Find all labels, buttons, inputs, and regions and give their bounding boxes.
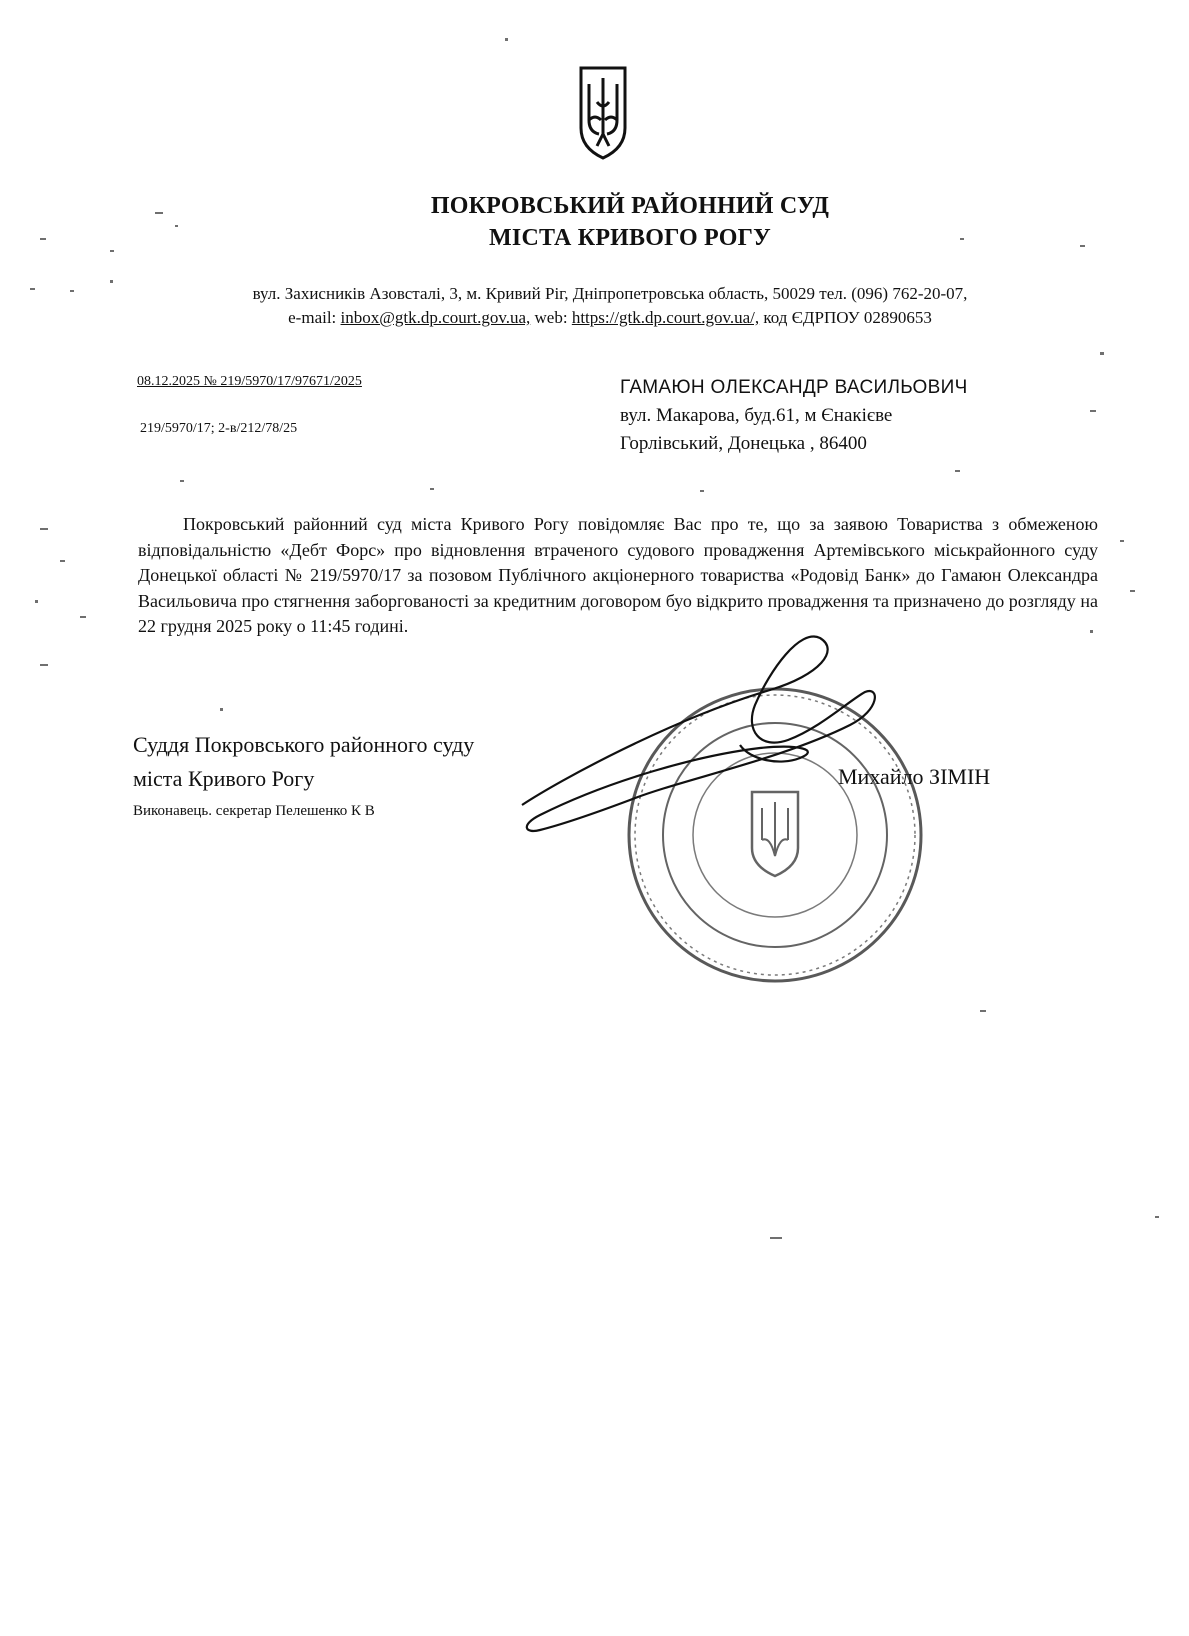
judge-title-line-1: Суддя Покровського районного суду [133,732,475,757]
case-number: 219/5970/17; 2-в/212/78/25 [140,421,298,436]
judge-name: Михайло ЗІМІН [838,764,991,789]
recipient-address-line-2: Горлівський, Донецька , 86400 [620,433,867,454]
court-name-line-1: ПОКРОВСЬКИЙ РАЙОННИЙ СУД [430,193,830,219]
email-link[interactable]: inbox@gtk.dp.court.gov.ua, [340,308,531,327]
edrpou-code: код ЄДРПОУ 02890653 [763,308,932,327]
executor-line: Виконавець. секретар Пелешенко К В [133,803,375,819]
recipient-address-line-1: вул. Макарова, буд.61, м Єнакієве [620,405,893,426]
outgoing-reference: 08.12.2025 № 219/5970/17/97671/2025 [137,374,362,389]
court-address: вул. Захисників Азовсталі, 3, м. Кривий Ріг, Дніпропетровська область, 50029 тел. (096) 762-20-07, [252,284,968,303]
court-name-line-2: МІСТА КРИВОГО РОГУ [489,225,771,251]
notice-paragraph: Покровський районний суд міста Кривого Рогу повідомляє Вас про те, що за заявою Товариства з обмеженою відповідальністю «Дебт Форс» про відновлення втраченого судового провадження Артемівського міськрайонного суду Донецької області № 219/5970/17 за позовом Публічного акціонерного товариства «Родовід Банк» до Гамаюн Олександра Васильовича про стягнення заборгованості за кредитним договором буо відкрито провадження та призначено до розгляду на 22 грудня 2025 року о 11:45 годині. [138,514,1098,637]
email-label: e-mail: [288,308,337,327]
web-link[interactable]: https://gtk.dp.court.gov.ua/, [571,308,760,327]
judge-title-line-2: міста Кривого Рогу [133,766,315,791]
web-label: web: [534,308,568,327]
recipient-name: ГАМАЮН ОЛЕКСАНДР ВАСИЛЬОВИЧ [620,377,968,398]
